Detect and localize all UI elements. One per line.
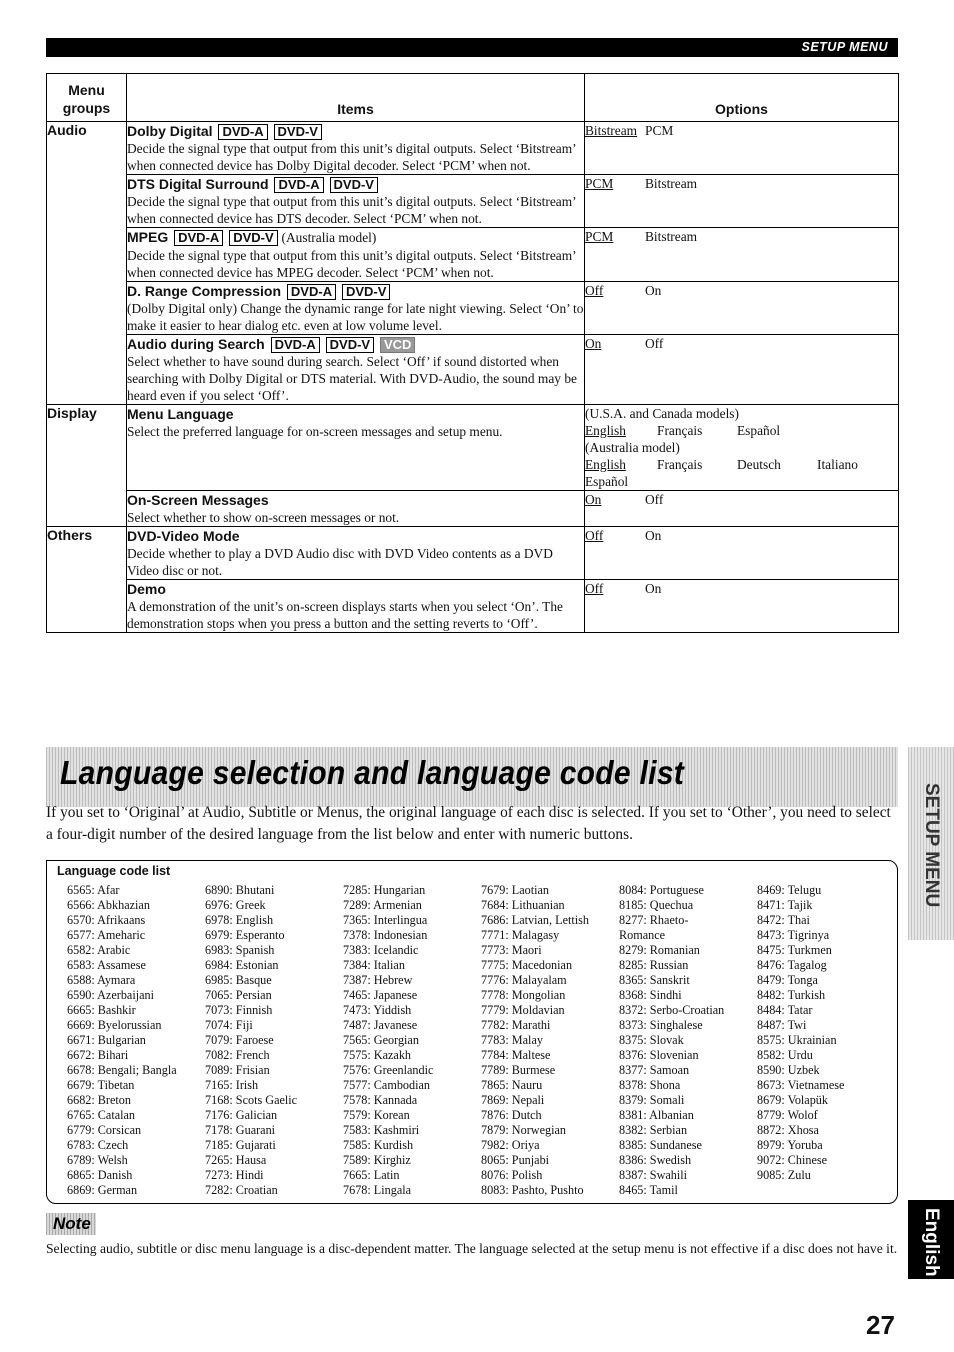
menu-options-cell [585, 282, 899, 335]
language-entry: 8368: Sindhi [619, 988, 682, 1002]
language-entry: 7679: Laotian [481, 883, 550, 897]
option-note: Español [585, 474, 629, 489]
section-heading-band [46, 747, 898, 807]
menu-item-name: D. Range Compression [127, 283, 282, 299]
menu-item-description: Decide the signal type that output from this unit’s digital outputs. Select ‘Bitstream’ when connected device has Dolby Digital decoder. Select ‘PCM’ when not. [127, 141, 576, 173]
note-text: Selecting audio, subtitle or disc menu language is a disc-dependent matter. The language selected at the setup menu is not effective if a disc does not have it. [46, 1241, 898, 1256]
language-entry: 7783: Malay [481, 1033, 543, 1047]
menu-item-title [127, 527, 584, 545]
language-entry: 7771: Malagasy [481, 928, 560, 942]
language-entry: 7575: Kazakh [343, 1048, 412, 1062]
table-row [47, 405, 899, 491]
language-entry: 8385: Sundanese [619, 1138, 702, 1152]
menu-item-cell [127, 335, 585, 405]
language-entry: 7365: Interlingua [343, 913, 428, 927]
language-entry: 6669: Byelorussian [67, 1018, 162, 1032]
language-entry: 7589: Kirghiz [343, 1153, 411, 1167]
disc-type-badge: VCD [380, 337, 415, 353]
language-entry: 7079: Faroese [205, 1033, 274, 1047]
menu-group-cell [47, 335, 127, 405]
language-entry: 7168: Scots Gaelic [205, 1093, 298, 1107]
header-items: Items [127, 74, 585, 122]
language-entry: 8285: Russian [619, 958, 689, 972]
option-default: On [585, 492, 602, 507]
option-default: Bitstream [585, 123, 638, 138]
language-entry: 8872: Xhosa [757, 1123, 819, 1137]
menu-options-cell [585, 228, 899, 282]
option-default: PCM [585, 176, 614, 191]
language-column [67, 883, 205, 1198]
language-entry: 6583: Assamese [67, 958, 146, 972]
language-entry: 8083: Pashto, Pushto [481, 1183, 584, 1197]
language-entry: 6976: Greek [205, 898, 266, 912]
menu-item-name: DVD-Video Mode [127, 528, 240, 544]
menu-item-cell [127, 491, 585, 527]
menu-item-cell [127, 282, 585, 335]
language-entry: 7089: Frisian [205, 1063, 270, 1077]
language-code-columns [67, 883, 895, 1198]
option-row [585, 422, 898, 439]
language-entry: 6565: Afar [67, 883, 120, 897]
option-value: On [645, 283, 662, 298]
menu-options-cell [585, 335, 899, 405]
menu-options-cell [585, 580, 899, 633]
menu-item-title [127, 122, 584, 140]
menu-options-cell [585, 491, 899, 527]
note-label: Note [53, 1214, 91, 1233]
menu-item-title [127, 405, 584, 423]
option-default: English [585, 457, 626, 472]
disc-type-badge: DVD-A [274, 177, 323, 193]
menu-group-cell [47, 282, 127, 335]
language-entry: 7378: Indonesian [343, 928, 428, 942]
language-entry: 7876: Dutch [481, 1108, 542, 1122]
language-entry: 6588: Aymara [67, 973, 136, 987]
option-value: On [645, 581, 662, 596]
disc-type-badge: DVD-V [229, 230, 277, 246]
option-default: English [585, 423, 626, 438]
language-entry: 8377: Samoan [619, 1063, 690, 1077]
language-entry: 7776: Malayalam [481, 973, 567, 987]
language-entry: 6765: Catalan [67, 1108, 136, 1122]
language-entry: 8065: Punjabi [481, 1153, 550, 1167]
menu-item-title [127, 228, 584, 247]
option-row [585, 175, 898, 192]
language-entry: 8387: Swahili [619, 1168, 688, 1182]
option-value: Français [657, 423, 703, 438]
language-entry: 6679: Tibetan [67, 1078, 135, 1092]
language-entry: 6979: Esperanto [205, 928, 285, 942]
option-value: Italiano [817, 457, 858, 472]
option-value: Bitstream [645, 229, 698, 244]
language-entry: Romance [619, 928, 666, 942]
language-column [757, 883, 895, 1198]
language-entry: 8475: Turkmen [757, 943, 832, 957]
menu-item-name: Demo [127, 581, 166, 597]
language-column [343, 883, 481, 1198]
header-options: Options [585, 74, 899, 122]
language-entry: 7176: Galician [205, 1108, 278, 1122]
language-entry: 8382: Serbian [619, 1123, 688, 1137]
language-entry: 6671: Bulgarian [67, 1033, 146, 1047]
menu-item-description: Select whether to have sound during search. Select ‘Off’ if sound distorted when searching with Dolby Digital or DTS material. With DVD-Audio, the sound may be heard even if you select ‘Off’. [127, 354, 577, 403]
language-entry: 6678: Bengali; Bangla [67, 1063, 177, 1077]
disc-type-badge: DVD-V [326, 337, 374, 353]
option-note: (U.S.A. and Canada models) [585, 406, 739, 421]
disc-type-badge: DVD-V [330, 177, 378, 193]
language-entry: 7789: Burmese [481, 1063, 556, 1077]
menu-options-cell [585, 175, 899, 228]
language-entry: 8471: Tajik [757, 898, 813, 912]
language-entry: 8386: Swedish [619, 1153, 692, 1167]
disc-type-badge: DVD-V [342, 284, 390, 300]
language-entry: 7982: Oriya [481, 1138, 540, 1152]
menu-item-title [127, 282, 584, 300]
option-row [585, 456, 898, 473]
language-entry: 8076: Polish [481, 1168, 543, 1182]
language-entry: 6590: Azerbaijani [67, 988, 154, 1002]
menu-item-name: Menu Language [127, 406, 234, 422]
disc-type-badge: DVD-A [271, 337, 320, 353]
menu-item-note: (Australia model) [281, 230, 377, 245]
language-entry: 6869: German [67, 1183, 138, 1197]
language-entry: 6582: Arabic [67, 943, 131, 957]
menu-group-cell: Audio [47, 122, 127, 175]
table-row [47, 335, 899, 405]
language-entry: 7282: Croatian [205, 1183, 278, 1197]
language-entry: 7273: Hindi [205, 1168, 264, 1182]
language-entry: 8376: Slovenian [619, 1048, 699, 1062]
language-entry: 8469: Telugu [757, 883, 822, 897]
language-entry: 7775: Macedonian [481, 958, 573, 972]
table-row [47, 491, 899, 527]
menu-item-title [127, 175, 584, 193]
language-entry: 6978: English [205, 913, 274, 927]
language-entry: 7678: Lingala [343, 1183, 412, 1197]
section-header-label: SETUP MENU [801, 40, 888, 54]
menu-item-name: DTS Digital Surround [127, 176, 269, 192]
menu-group-cell: Display [47, 405, 127, 491]
note-badge [46, 1213, 96, 1235]
language-entry: 8277: Rhaeto- [619, 913, 689, 927]
language-entry: 7073: Finnish [205, 1003, 273, 1017]
side-tab-english-label: English [921, 1208, 942, 1277]
option-row [585, 228, 898, 245]
language-entry: 8582: Urdu [757, 1048, 813, 1062]
option-value: Deutsch [737, 457, 781, 472]
page-number: 27 [866, 1310, 895, 1340]
menu-options-cell [585, 405, 899, 491]
language-entry: 7686: Latvian, Lettish [481, 913, 589, 927]
language-entry: 8487: Twi [757, 1018, 807, 1032]
table-row [47, 122, 899, 175]
language-entry: 7178: Guarani [205, 1123, 276, 1137]
language-entry: 6566: Abkhazian [67, 898, 150, 912]
language-entry: 8465: Tamil [619, 1183, 678, 1197]
language-entry: 8473: Tigrinya [757, 928, 830, 942]
menu-item-description: (Dolby Digital only) Change the dynamic range for late night viewing. Select ‘On’ to make it easier to hear dialog etc. even at low volume level. [127, 301, 584, 333]
menu-group-cell [47, 491, 127, 527]
language-code-list-title: Language code list [57, 864, 171, 878]
menu-group-cell: Others [47, 527, 127, 580]
menu-item-description: Select whether to show on-screen messages or not. [127, 510, 400, 525]
language-entry: 7576: Greenlandic [343, 1063, 434, 1077]
disc-type-badge: DVD-A [218, 124, 267, 140]
language-entry: 7579: Korean [343, 1108, 410, 1122]
disc-type-badge: DVD-V [274, 124, 322, 140]
menu-item-description: A demonstration of the unit’s on-screen displays starts when you select ‘On’. The demonstration stops when you press a button and the setting reverts to ‘Off’. [127, 599, 563, 631]
language-entry: 6682: Breton [67, 1093, 131, 1107]
option-row [585, 527, 898, 544]
language-entry: 7387: Hebrew [343, 973, 413, 987]
language-column [205, 883, 343, 1198]
language-entry: 6865: Danish [67, 1168, 133, 1182]
menu-options-cell [585, 527, 899, 580]
language-entry: 8575: Ukrainian [757, 1033, 837, 1047]
option-row [585, 282, 898, 299]
option-row [585, 491, 898, 508]
language-entry: 8476: Tagalog [757, 958, 827, 972]
language-entry: 7865: Nauru [481, 1078, 543, 1092]
table-row [47, 527, 899, 580]
menu-group-cell [47, 175, 127, 228]
language-entry: 8084: Portuguese [619, 883, 704, 897]
menu-item-cell [127, 228, 585, 282]
side-tab-setup-label: SETUP MENU [921, 783, 942, 908]
menu-item-cell [127, 527, 585, 580]
language-entry: 7773: Maori [481, 943, 542, 957]
language-entry: 8372: Serbo-Croatian [619, 1003, 725, 1017]
language-entry: 8375: Slovak [619, 1033, 684, 1047]
language-entry: 7565: Georgian [343, 1033, 419, 1047]
language-entry: 6665: Bashkir [67, 1003, 136, 1017]
menu-group-cell [47, 228, 127, 282]
language-entry: 7165: Irish [205, 1078, 259, 1092]
menu-item-description: Decide the signal type that output from this unit’s digital outputs. Select ‘Bitstream’ when connected device has MPEG decoder. Select ‘PCM’ when not. [127, 248, 576, 280]
language-entry: 7384: Italian [343, 958, 405, 972]
menu-item-cell [127, 175, 585, 228]
menu-item-title [127, 335, 584, 353]
menu-item-title [127, 491, 584, 509]
language-entry: 8472: Thai [757, 913, 810, 927]
language-entry: 8979: Yoruba [757, 1138, 823, 1152]
language-entry: 7779: Moldavian [481, 1003, 565, 1017]
language-entry: 7778: Mongolian [481, 988, 566, 1002]
menu-item-cell [127, 405, 585, 491]
option-row [585, 122, 898, 139]
language-entry: 6983: Spanish [205, 943, 275, 957]
option-value: Off [645, 492, 664, 507]
table-row [47, 580, 899, 633]
menu-item-title [127, 580, 584, 598]
option-default: Off [585, 283, 604, 298]
header-menu-groups: Menu groups [47, 74, 127, 122]
language-entry: 7185: Gujarati [205, 1138, 276, 1152]
option-default: Off [585, 581, 604, 596]
menu-options-cell [585, 122, 899, 175]
menu-item-name: Audio during Search [127, 336, 265, 352]
language-entry: 8378: Shona [619, 1078, 681, 1092]
language-column [619, 883, 757, 1198]
language-entry: 6783: Czech [67, 1138, 129, 1152]
menu-group-cell [47, 580, 127, 633]
language-entry: 7285: Hungarian [343, 883, 426, 897]
option-value: On [645, 528, 662, 543]
option-default: PCM [585, 229, 614, 244]
language-entry: 7465: Japanese [343, 988, 418, 1002]
language-entry: 6577: Ameharic [67, 928, 146, 942]
language-entry: 7879: Norwegian [481, 1123, 566, 1137]
language-entry: 7082: French [205, 1048, 270, 1062]
menu-item-description: Decide whether to play a DVD Audio disc with DVD Video contents as a DVD Video disc or not. [127, 546, 553, 578]
side-tab-english [908, 1200, 954, 1279]
language-entry: 6985: Basque [205, 973, 272, 987]
language-entry: 8373: Singhalese [619, 1018, 703, 1032]
language-code-list [46, 860, 898, 1204]
language-entry: 7289: Armenian [343, 898, 422, 912]
section-intro: If you set to ‘Original’ at Audio, Subtitle or Menus, the original language of each disc is selected. If you set to ‘Other’, you need to select a four-digit number of the desired language from the list below and enter with numeric buttons. [46, 804, 891, 843]
language-entry: 7074: Fiji [205, 1018, 253, 1032]
option-value: Bitstream [645, 176, 698, 191]
language-entry: 7585: Kurdish [343, 1138, 414, 1152]
language-entry: 6789: Welsh [67, 1153, 128, 1167]
option-note: (Australia model) [585, 440, 680, 455]
side-tab-setup-menu [908, 747, 954, 940]
language-entry: 8484: Tatar [757, 1003, 813, 1017]
option-default: Off [585, 528, 604, 543]
option-row [585, 335, 898, 352]
language-entry: 8482: Turkish [757, 988, 826, 1002]
language-entry: 6672: Bihari [67, 1048, 129, 1062]
menu-item-description: Decide the signal type that output from this unit’s digital outputs. Select ‘Bitstream’ when connected device has DTS decoder. Select ‘PCM’ when not. [127, 194, 576, 226]
language-entry: 8365: Sanskrit [619, 973, 690, 987]
language-entry: 8779: Wolof [757, 1108, 818, 1122]
language-entry: 7473: Yiddish [343, 1003, 412, 1017]
language-column [481, 883, 619, 1198]
language-entry: 8185: Quechua [619, 898, 694, 912]
table-row [47, 175, 899, 228]
option-value: PCM [645, 123, 674, 138]
disc-type-badge: DVD-A [174, 230, 223, 246]
language-entry: 7265: Hausa [205, 1153, 267, 1167]
language-entry: 7065: Persian [205, 988, 272, 1002]
menu-item-description: Select the preferred language for on-screen messages and setup menu. [127, 424, 503, 439]
option-value: Français [657, 457, 703, 472]
setup-menu-table [46, 73, 899, 633]
menu-item-cell [127, 122, 585, 175]
section-heading: Language selection and language code list [60, 754, 685, 792]
language-entry: 7684: Lithuanian [481, 898, 565, 912]
language-entry: 7487: Javanese [343, 1018, 418, 1032]
language-entry: 7578: Kannada [343, 1093, 418, 1107]
table-row [47, 282, 899, 335]
language-entry: 6984: Estonian [205, 958, 279, 972]
menu-item-name: On-Screen Messages [127, 492, 269, 508]
language-entry: 7869: Nepali [481, 1093, 545, 1107]
language-entry: 8479: Tonga [757, 973, 818, 987]
language-entry: 8673: Vietnamese [757, 1078, 845, 1092]
option-value: Off [645, 336, 664, 351]
language-entry: 7583: Kashmiri [343, 1123, 420, 1137]
language-entry: 6890: Bhutani [205, 883, 275, 897]
language-entry: 9072: Chinese [757, 1153, 828, 1167]
language-entry: 6779: Corsican [67, 1123, 142, 1137]
language-entry: 8381: Albanian [619, 1108, 694, 1122]
table-row [47, 228, 899, 282]
section-header-bar [46, 38, 898, 57]
language-entry: 7782: Marathi [481, 1018, 551, 1032]
option-row [585, 580, 898, 597]
language-entry: 8590: Uzbek [757, 1063, 820, 1077]
menu-item-name: MPEG [127, 229, 169, 245]
language-entry: 7577: Cambodian [343, 1078, 430, 1092]
menu-item-cell [127, 580, 585, 633]
language-entry: 6570: Afrikaans [67, 913, 146, 927]
language-entry: 7784: Maltese [481, 1048, 551, 1062]
language-entry: 8379: Somali [619, 1093, 685, 1107]
table-header-row [47, 74, 899, 122]
menu-item-name: Dolby Digital [127, 123, 213, 139]
language-entry: 8679: Volapük [757, 1093, 828, 1107]
option-value: Español [737, 423, 781, 438]
language-entry: 7383: Icelandic [343, 943, 419, 957]
language-entry: 8279: Romanian [619, 943, 700, 957]
language-entry: 7665: Latin [343, 1168, 400, 1182]
option-default: On [585, 336, 602, 351]
disc-type-badge: DVD-A [287, 284, 336, 300]
language-entry: 9085: Zulu [757, 1168, 811, 1182]
